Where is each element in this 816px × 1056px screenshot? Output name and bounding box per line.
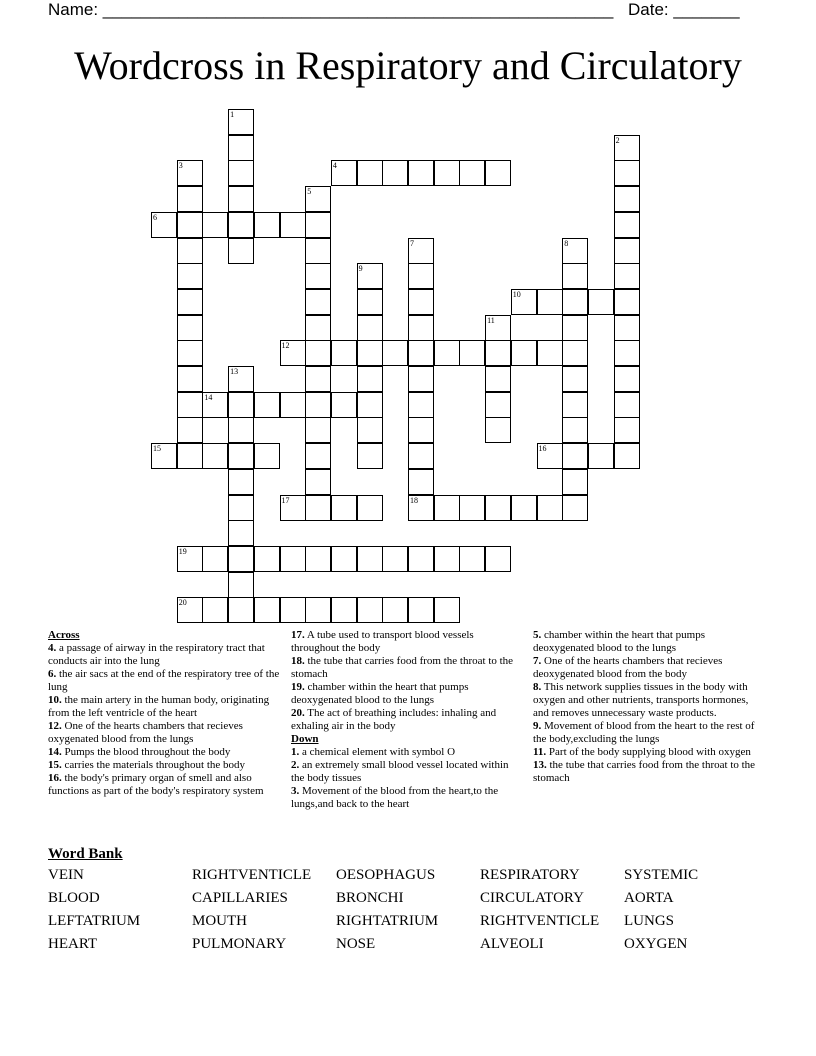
clue-num: 6. (48, 668, 57, 680)
clue (533, 681, 765, 720)
grid-cell[interactable] (485, 366, 511, 392)
grid-cell[interactable] (485, 340, 511, 366)
grid-cell[interactable] (537, 340, 563, 366)
grid-cell[interactable] (408, 443, 434, 469)
grid-cell[interactable] (408, 263, 434, 289)
grid-cell[interactable] (202, 392, 228, 418)
grid-cell[interactable] (614, 392, 640, 418)
grid-cell[interactable] (459, 340, 485, 366)
clue-num: 10. (48, 694, 62, 706)
clue (533, 759, 765, 785)
grid-cell[interactable] (562, 238, 588, 264)
word-bank-entry: RIGHTATRIUM (336, 913, 439, 929)
grid-cell[interactable] (331, 340, 357, 366)
grid-cell[interactable] (485, 160, 511, 186)
grid-cell[interactable] (228, 366, 254, 392)
word-bank-entry: NOSE (336, 936, 376, 952)
clue (48, 772, 284, 798)
grid-cell[interactable] (280, 340, 306, 366)
grid-cell[interactable] (280, 495, 306, 521)
clue-number: 3 (178, 161, 183, 171)
word-bank-entry: BLOOD (48, 890, 100, 906)
grid-cell[interactable] (331, 160, 357, 186)
grid-cell[interactable] (305, 238, 331, 264)
grid-cell[interactable] (331, 546, 357, 572)
grid-cell[interactable] (228, 135, 254, 161)
grid-cell[interactable] (254, 443, 280, 469)
clue-text: carries the materials throughout the body (61, 759, 246, 771)
clue-number: 14 (204, 392, 213, 402)
grid-cell[interactable] (614, 263, 640, 289)
word-bank-entry: OESOPHAGUS (336, 867, 436, 883)
grid-cell[interactable] (357, 417, 383, 443)
word-bank-entry: RIGHTVENTICLE (480, 913, 600, 929)
word-bank-entry: HEART (48, 936, 98, 952)
clue-num: 5. (533, 629, 542, 641)
grid-cell[interactable] (280, 546, 306, 572)
grid-cell[interactable] (177, 289, 203, 315)
grid-cell[interactable] (434, 597, 460, 623)
grid-cell[interactable] (588, 289, 614, 315)
clue (291, 629, 523, 655)
page-title: Wordcross in Respiratory and Circulatory (74, 43, 742, 88)
clue-number: 15 (153, 444, 161, 454)
grid-cell[interactable] (305, 469, 331, 495)
clue-num: 1. (291, 746, 300, 758)
grid-cell[interactable] (434, 495, 460, 521)
word-bank-entry: CIRCULATORY (480, 890, 584, 906)
clue-text: an extremely small blood vessel located within the body tissues (291, 759, 509, 784)
grid-cell[interactable] (177, 315, 203, 341)
clue-number: 17 (281, 495, 290, 505)
grid-cell[interactable] (459, 160, 485, 186)
clue-text: the body's primary organ of smell and also functions as part of the body's respiratory system (48, 772, 264, 797)
clue-num: 15. (48, 759, 62, 771)
clue-text: A tube used to transport blood vessels throughout the body (291, 629, 474, 654)
clue (48, 746, 284, 759)
word-bank-entry: RESPIRATORY (480, 867, 580, 883)
grid-cell[interactable] (357, 597, 383, 623)
grid-cell[interactable] (305, 186, 331, 212)
word-bank-entry: VEIN (48, 867, 84, 883)
grid-cell[interactable] (562, 366, 588, 392)
grid-cell[interactable] (562, 289, 588, 315)
grid-cell[interactable] (614, 135, 640, 161)
grid-cell[interactable] (511, 340, 537, 366)
clue-num: 20. (291, 707, 305, 719)
grid-cell[interactable] (408, 366, 434, 392)
clue-number: 20 (178, 598, 187, 608)
grid-cell[interactable] (408, 315, 434, 341)
clue-number: 19 (178, 546, 187, 556)
grid-cell[interactable] (177, 597, 203, 623)
name-line: Name: ______________________________________________________ (48, 0, 614, 19)
grid-cell[interactable] (228, 469, 254, 495)
clue-text: The act of breathing includes: inhaling and exhaling air in the body (291, 707, 497, 732)
grid-cell[interactable] (202, 212, 228, 238)
grid-cell[interactable] (357, 443, 383, 469)
word-bank-entry: CAPILLARIES (192, 890, 288, 906)
clue-text: Pumps the blood throughout the body (61, 746, 231, 758)
grid-cell[interactable] (614, 443, 640, 469)
clue (533, 720, 765, 746)
clue-num: 2. (291, 759, 300, 771)
grid-cell[interactable] (177, 212, 203, 238)
grid-cell[interactable] (562, 263, 588, 289)
grid-cell[interactable] (305, 289, 331, 315)
grid-cell[interactable] (305, 315, 331, 341)
grid-cell[interactable] (511, 495, 537, 521)
clues-column-3 (533, 629, 765, 785)
grid-cell[interactable] (305, 212, 331, 238)
grid-cell[interactable] (280, 212, 306, 238)
grid-cell[interactable] (357, 495, 383, 521)
clue-text: chamber within the heart that pumps deoxygenated blood to the lungs (291, 681, 469, 706)
grid-cell[interactable] (202, 546, 228, 572)
grid-cell[interactable] (151, 443, 177, 469)
clues-column-2 (291, 629, 523, 811)
grid-cell[interactable] (614, 340, 640, 366)
clue-number: 12 (281, 341, 290, 351)
grid-cell[interactable] (408, 546, 434, 572)
clue-num: 18. (291, 655, 305, 667)
clue-text: Movement of blood from the heart to the rest of the body,excluding the lungs (533, 720, 755, 745)
grid-cell[interactable] (305, 495, 331, 521)
grid-cell[interactable] (228, 212, 254, 238)
grid-cell[interactable] (485, 495, 511, 521)
grid-cell[interactable] (485, 417, 511, 443)
grid-cell[interactable] (408, 238, 434, 264)
grid-cell[interactable] (614, 315, 640, 341)
grid-cell[interactable] (562, 417, 588, 443)
clue (291, 681, 523, 707)
grid-cell[interactable] (562, 469, 588, 495)
clue-num: 14. (48, 746, 62, 758)
clue-text: the main artery in the human body, originating from the left ventricle of the heart (48, 694, 270, 719)
grid-cell[interactable] (305, 417, 331, 443)
grid-cell[interactable] (485, 315, 511, 341)
grid-cell[interactable] (614, 366, 640, 392)
word-bank-entry: AORTA (624, 890, 674, 906)
grid-cell[interactable] (202, 443, 228, 469)
grid-cell[interactable] (228, 238, 254, 264)
grid-cell[interactable] (562, 443, 588, 469)
grid-cell[interactable] (228, 109, 254, 135)
clue-number: 16 (538, 444, 547, 454)
grid-cell[interactable] (357, 392, 383, 418)
grid-cell[interactable] (228, 392, 254, 418)
grid-cell[interactable] (485, 392, 511, 418)
clue (48, 642, 284, 668)
grid-cell[interactable] (228, 495, 254, 521)
grid-cell[interactable] (459, 495, 485, 521)
grid-cell[interactable] (305, 597, 331, 623)
grid-cell[interactable] (357, 315, 383, 341)
grid-cell[interactable] (434, 546, 460, 572)
clue-num: 17. (291, 629, 305, 641)
grid-cell[interactable] (228, 160, 254, 186)
clue-number: 18 (410, 495, 418, 505)
grid-cell[interactable] (614, 238, 640, 264)
clue-num: 19. (291, 681, 305, 693)
clue-text: Movement of the blood from the heart,to the lungs,and back to the heart (291, 785, 499, 810)
grid-cell[interactable] (408, 417, 434, 443)
grid-cell[interactable] (177, 340, 203, 366)
clue-number: 7 (410, 238, 414, 248)
word-bank-entry: RIGHTVENTICLE (192, 867, 312, 883)
clue-num: 7. (533, 655, 542, 667)
grid-cell[interactable] (177, 238, 203, 264)
grid-cell[interactable] (177, 160, 203, 186)
grid-cell[interactable] (305, 340, 331, 366)
word-bank-entry: PULMONARY (192, 936, 287, 952)
grid-cell[interactable] (562, 392, 588, 418)
clue (48, 720, 284, 746)
clue-text: the air sacs at the end of the respiratory tree of the lung (48, 668, 280, 693)
grid-cell[interactable] (305, 366, 331, 392)
grid-cell[interactable] (382, 160, 408, 186)
clue-number: 4 (332, 161, 337, 171)
clues-column-1 (48, 629, 284, 798)
grid-cell[interactable] (588, 443, 614, 469)
grid-cell[interactable] (408, 469, 434, 495)
grid-cell[interactable] (382, 597, 408, 623)
grid-cell[interactable] (357, 289, 383, 315)
clue-num: 3. (291, 785, 300, 797)
word-bank-title: Word Bank (48, 846, 123, 862)
grid-cell[interactable] (254, 212, 280, 238)
grid-cell[interactable] (382, 340, 408, 366)
word-bank-entry: LEFTATRIUM (48, 913, 141, 929)
clue-number: 5 (307, 187, 312, 197)
clue (533, 629, 765, 655)
grid-cell[interactable] (177, 443, 203, 469)
grid-cell[interactable] (228, 597, 254, 623)
clue-text: Part of the body supplying blood with oxygen (546, 746, 751, 758)
grid-cell[interactable] (408, 160, 434, 186)
grid-cell[interactable] (254, 597, 280, 623)
grid-cell[interactable] (177, 366, 203, 392)
clue-text: One of the hearts chambers that recieves oxygenated blood from the lungs (48, 720, 243, 745)
clue-number: 13 (230, 367, 239, 376)
grid-cell[interactable] (434, 340, 460, 366)
grid-cell[interactable] (562, 495, 588, 521)
clue-num: 9. (533, 720, 542, 732)
grid-cell[interactable] (331, 392, 357, 418)
clue-number: 6 (153, 212, 157, 222)
clue (48, 668, 284, 694)
word-bank-entry: LUNGS (624, 913, 675, 929)
grid-cell[interactable] (434, 160, 460, 186)
clue-number: 10 (512, 289, 521, 299)
clue-number: 11 (487, 315, 495, 325)
grid-cell[interactable] (562, 315, 588, 341)
grid-cell[interactable] (408, 392, 434, 418)
grid-cell[interactable] (331, 495, 357, 521)
grid-cell[interactable] (614, 160, 640, 186)
clue-text: chamber within the heart that pumps deoxygenated blood to the lungs (533, 629, 705, 654)
grid-cell[interactable] (177, 186, 203, 212)
clue-number: 8 (564, 238, 569, 248)
clue (48, 759, 284, 772)
clue-num: 4. (48, 642, 57, 654)
clue-text: the tube that carries food from the throat to the stomach (291, 655, 514, 680)
grid-cell[interactable] (228, 572, 254, 598)
clue-text: One of the hearts chambers that recieves deoxygenated blood from the body (533, 655, 723, 680)
grid-cell[interactable] (331, 597, 357, 623)
grid-cell[interactable] (305, 263, 331, 289)
word-bank-entry: BRONCHI (336, 890, 404, 906)
clue (291, 785, 523, 811)
clue-num: 12. (48, 720, 62, 732)
clue (291, 655, 523, 681)
grid-cell[interactable] (485, 546, 511, 572)
word-bank-entry: MOUTH (192, 913, 247, 929)
clue-num: 11. (533, 746, 547, 758)
clue-number: 9 (358, 264, 363, 274)
clue-text: a passage of airway in the respiratory tract that conducts air into the lung (48, 642, 265, 667)
grid-cell[interactable] (357, 340, 383, 366)
grid-cell[interactable] (357, 546, 383, 572)
grid-cell[interactable] (228, 443, 254, 469)
grid-cell[interactable] (228, 546, 254, 572)
grid-cell[interactable] (151, 212, 177, 238)
grid-cell[interactable] (537, 443, 563, 469)
clue (291, 707, 523, 733)
clue-num: 8. (533, 681, 542, 693)
grid-cell[interactable] (408, 340, 434, 366)
clue (291, 746, 523, 759)
grid-cell[interactable] (511, 289, 537, 315)
grid-cell[interactable] (408, 289, 434, 315)
clue-text: the tube that carries food from the throat to the stomach (533, 759, 756, 784)
clue-number: 1 (230, 110, 235, 119)
grid-cell[interactable] (228, 520, 254, 546)
grid-cell[interactable] (254, 546, 280, 572)
clue-text: a chemical element with symbol O (299, 746, 456, 758)
word-bank-entry: SYSTEMIC (624, 867, 699, 883)
grid-cell[interactable] (305, 546, 331, 572)
grid-cell[interactable] (177, 417, 203, 443)
grid-cell[interactable] (614, 417, 640, 443)
grid-cell[interactable] (614, 212, 640, 238)
grid-cell[interactable] (357, 263, 383, 289)
grid-cell[interactable] (537, 495, 563, 521)
grid-cell[interactable] (280, 392, 306, 418)
grid-cell[interactable] (254, 392, 280, 418)
word-bank-entry: OXYGEN (624, 936, 688, 952)
grid-cell[interactable] (614, 289, 640, 315)
grid-cell[interactable] (537, 289, 563, 315)
clue (533, 746, 765, 759)
grid-cell[interactable] (177, 392, 203, 418)
grid-cell[interactable] (408, 597, 434, 623)
clue (48, 694, 284, 720)
word-bank-entry: ALVEOLI (480, 936, 544, 952)
grid-cell[interactable] (357, 366, 383, 392)
grid-cell[interactable] (228, 417, 254, 443)
grid-cell[interactable] (357, 160, 383, 186)
clue (291, 759, 523, 785)
clue-text: This network supplies tissues in the body with oxygen and other nutrients, transports hormones, and removes unnecessary waste products. (533, 681, 749, 719)
grid-cell[interactable] (280, 597, 306, 623)
grid-cell[interactable] (562, 340, 588, 366)
clue-num: 16. (48, 772, 62, 784)
grid-cell[interactable] (177, 546, 203, 572)
clue-number: 2 (615, 135, 620, 145)
grid-cell[interactable] (177, 263, 203, 289)
grid-cell[interactable] (228, 186, 254, 212)
grid-cell[interactable] (408, 495, 434, 521)
grid-cell[interactable] (459, 546, 485, 572)
date-line: Date: _______ (628, 0, 740, 19)
grid-cell[interactable] (305, 392, 331, 418)
down-heading: Down (291, 733, 319, 745)
grid-cell[interactable] (305, 443, 331, 469)
clue (533, 655, 765, 681)
across-heading: Across (48, 629, 80, 641)
grid-cell[interactable] (382, 546, 408, 572)
grid-cell[interactable] (614, 186, 640, 212)
grid-cell[interactable] (202, 597, 228, 623)
clue-num: 13. (533, 759, 547, 771)
